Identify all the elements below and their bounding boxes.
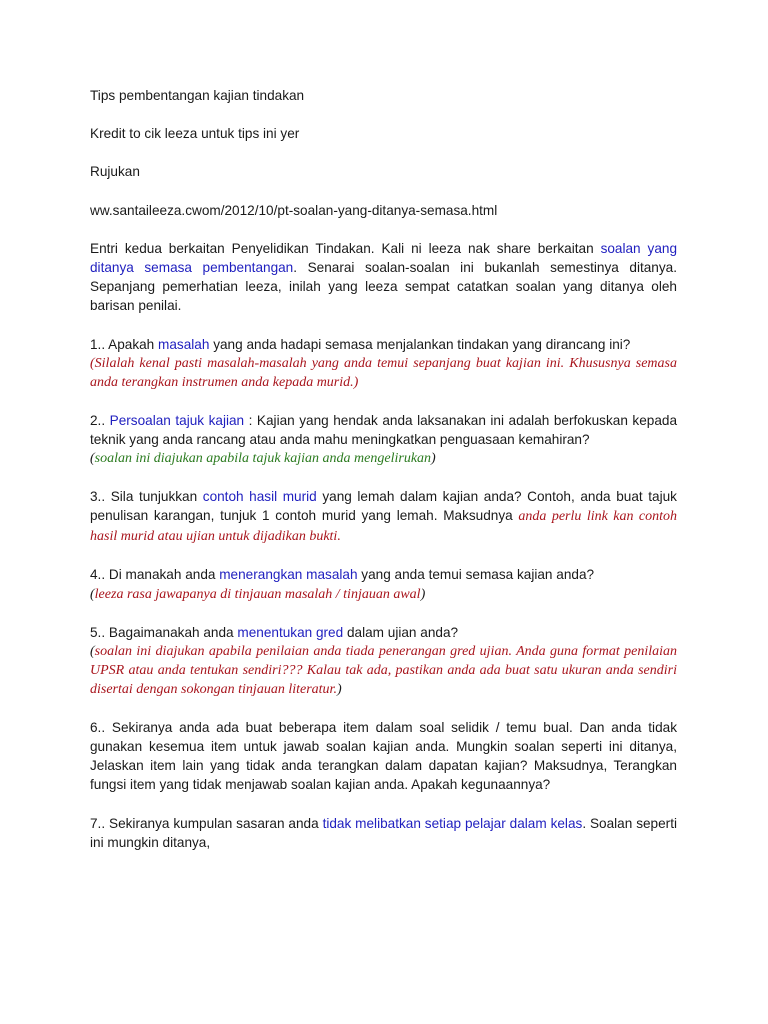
q5-note-open: ( [90, 643, 95, 659]
q4-text-a: 4.. Di manakah anda [90, 567, 220, 583]
q4-text-b: yang anda temui semasa kajian anda? [357, 567, 595, 583]
q7-highlight: tidak melibatkan setiap pelajar dalam kelas [322, 815, 583, 831]
q3-text-a: 3.. Sila tunjukkan [90, 489, 203, 505]
question-2 [90, 411, 677, 468]
document-title: Tips pembentangan kajian tindakan [90, 88, 305, 103]
intro-paragraph [90, 239, 677, 316]
q2-highlight: Persoalan tajuk kajian [109, 412, 245, 428]
q4-note-close: ) [420, 586, 426, 602]
q1-highlight: masalah [158, 336, 210, 352]
q4-highlight: menerangkan masalah [219, 567, 358, 583]
question-7 [90, 814, 677, 852]
intro-link[interactable]: soalan yang ditanya semasa pembentangan [90, 240, 678, 276]
document-page [90, 86, 677, 871]
q2-note-open: ( [90, 451, 95, 467]
credit-line: Kredit to cik leeza untuk tips ini yer [90, 126, 300, 142]
q5-note-close: ) [336, 681, 342, 697]
q1-text-b: yang anda hadapi semasa menjalankan tindakan yang dirancang ini? [209, 336, 631, 352]
q3-note: anda perlu link kan contoh hasil murid atau ujian untuk dijadikan bukti. [90, 509, 677, 545]
q2-note: soalan ini diajukan apabila tajuk kajian anda mengelirukan [94, 451, 432, 467]
question-6: 6.. Sekiranya anda ada buat beberapa item dalam soal selidik / temu bual. Dan anda tidak gunakan kesemua item untuk jawab soalan kajian anda. Mungkin soalan seperti ini ditanya, Jelaskan item lain yang tidak anda terangkan dalam dapatan kajian? Maksudnya, Terangkan fungsi item yang tidak menjawab soalan kajian anda. Apakah kegunaannya? [90, 719, 677, 793]
q5-text-b: dalam ujian anda? [343, 624, 459, 640]
q5-text-a: 5.. Bagaimanakah anda [90, 624, 238, 640]
reference-url: ww.santaileeza.cwom/2012/10/pt-soalan-yang-ditanya-semasa.html [90, 202, 498, 218]
question-3 [90, 487, 677, 546]
q5-note: soalan ini diajukan apabila penilaian anda tiada penerangan gred ujian. Anda guna format penilaian UPSR atau anda tentukan sendiri??? Kalau tak ada, pastikan anda ada buat satu ukuran anda sendiri disertai dengan sokongan tinjauan literatur. [90, 643, 677, 697]
question-1 [90, 335, 677, 392]
q5-highlight: menentukan gred [237, 624, 344, 640]
q7-text-b: . Soalan seperti ini mungkin ditanya, [90, 815, 677, 850]
q2-note-close: ) [431, 451, 436, 467]
q3-highlight: contoh hasil murid [202, 489, 317, 505]
q2-text-b: : Kajian yang hendak anda laksanakan ini adalah berfokuskan kepada teknik yang anda rancang atau anda mahu meningkatkan penguasaan kemahiran? [90, 412, 678, 448]
question-4 [90, 565, 677, 603]
q3-text-b: yang lemah dalam kajian anda? Contoh, anda buat tajuk penulisan karangan, tunjuk 1 contoh murid yang lemah. Maksudnya [90, 489, 677, 524]
q4-note-open: ( [90, 586, 95, 602]
q1-text-a: 1.. Apakah [90, 336, 159, 352]
reference-label: Rujukan [90, 164, 140, 180]
q1-note: (Silalah kenal pasti masalah-masalah yang anda temui sepanjang buat kajian ini. Khususnya semasa anda terangkan instrumen anda kepada murid.) [90, 355, 677, 390]
q4-note: leeza rasa jawapanya di tinjauan masalah / tinjauan awal [94, 586, 421, 602]
question-5 [90, 623, 677, 699]
intro-text-b: . Senarai soalan-soalan ini bukanlah semestinya ditanya. Sepanjang pemerhatian leeza, inilah yang leeza sempat catatkan soalan yang ditanya oleh barisan penilai. [90, 260, 677, 314]
q7-text-a: 7.. Sekiranya kumpulan sasaran anda [90, 815, 323, 831]
q2-text-a: 2.. [90, 412, 110, 428]
intro-text-a: Entri kedua berkaitan Penyelidikan Tindakan. Kali ni leeza nak share berkaitan [90, 240, 601, 256]
